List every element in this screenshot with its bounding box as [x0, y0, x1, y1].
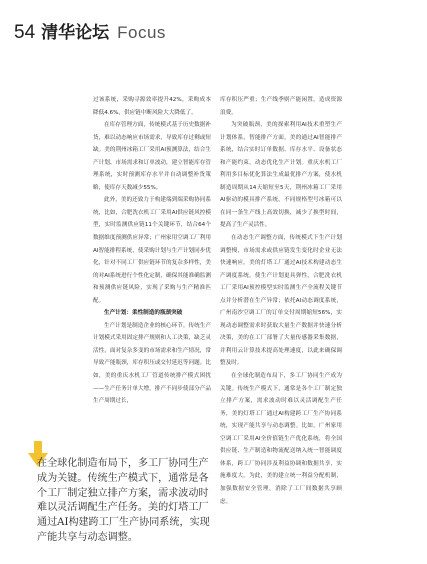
body-paragraph: 生产计划是制造企业的核心环节。传统生产计划模式采用固定排产规则和人工决策，缺乏灵活性，面对复杂多变的市场需求和生产情况，常导致产能瓶颈，库存积压或交付延迟等问题。比如，美的重庆水机工厂管道传统排产模式困扰——生产任务计单大增，排产不同步使部分产品生产周期过长，	[93, 322, 211, 405]
body-paragraph: 为突破瓶颈，美的探索利用AI技术重塑生产计划体系，智能排产方面，美的通过AI智能排产系统，结合实时订单数据、库存水平、设备状态和产能约束，动态优化生产计划。重庆水机工厂利用多目标优化算法生成最优排产方案，使水机制造周期从14天缩短至5天，荆州冰箱工厂采用AI驱动的模具排产系统，不同规格型号冰箱可以在同一条生产线上高效切换，减少了换型时间，提高了生产灵活性。	[220, 122, 342, 229]
page-number: 54	[14, 22, 36, 43]
body-paragraph: 在库存管理方面，传统模式基于历史数据补货，难以动态响应市场需求，导致库存过剩或短缺。美的荆州冰箱工厂采用AI预测算法，结合生产计划、市场需求和订单波动，建立智能库存管理系统，实时预测库存水平并自动调整补货策略，使库存天数减少55%。	[93, 122, 211, 191]
body-paragraph: 在动态生产调整方面，传统模式下生产计划调整慢，市场需求或供应链发生变化时企业无法快速响应。美的灯塔工厂通过AI技术构建动态生产调度系统，使生产计划更具弹性，合肥洗衣机工厂采用AI预控模型实时监测生产全流程关键节点并分析潜在生产异常；依托AI动态调度系统，广州南沙空调工厂的订单交付周期缩短56%，实现动态调整需求时获取大量生产数据并快速分析决策，美的在工厂部署了大量传感器采集数据，并利用云计算技术提高处理速度，以此来确保调整及时。	[220, 235, 342, 367]
section-title-english: Focus	[117, 23, 166, 42]
body-paragraph: 库存积压严重；生产线季则产能闲置，造成资源浪费。	[220, 97, 342, 116]
body-paragraph: 此外，美的还致力于构建端到端采购协同系统，比如，合肥洗衣机工厂采用AI供应链风控模型，实时监测供应链11个关键环节，结合64个数据维度预测供应异常；广州家用空调工厂利用AI智能排程系统，使采购计划与生产计划同步优化，针对不同工厂供应链环节的复杂多样性，美的对AI系统进行个性化定制，确保其能准确监测和预测供应链风险，实现了采购与生产精准匹配。	[93, 197, 211, 304]
body-paragraph: 在全球化制造布局下，多工厂协同生产成为关键。传统生产模式下，通常是各个工厂制定独立排产方案，需求波动时难以灵活调配生产任务，美的灯塔工厂通过AI构建跨工厂生产协同系统，实现产能共享与动态调整。比如，广州家用空调工厂采用AI全价值链生产优化系统，将全国供应链、生产制造和物流配送纳入统一智能调度体系，跨工厂协同涉及利益协调和数据共享，实施难度大。为此，美的建立统一利益分配机制，加强数据安全管理，消除了工厂间数据共享顾虑。	[220, 373, 342, 505]
pull-quote: 在全球化制造布局下，多工厂协同生产成为关键。传统生产模式下，通常是各个工厂制定独立排产方案，需求波动时难以灵活调配生产任务。美的灯塔工厂通过AI构建跨工厂生产协同系统，实现产能共享与动态调整。	[37, 458, 210, 543]
body-paragraph: 过该系统，采购寻源效率提升42%，采购成本降低4.6%，供应链中断风险大大降低了。	[93, 97, 211, 116]
left-text-column	[93, 94, 211, 408]
subheading: 生产计划：柔性制造的瓶颈突破	[104, 310, 183, 317]
right-text-column	[220, 94, 342, 508]
section-title-chinese: 清华论坛	[41, 23, 110, 43]
page-header	[14, 18, 166, 43]
